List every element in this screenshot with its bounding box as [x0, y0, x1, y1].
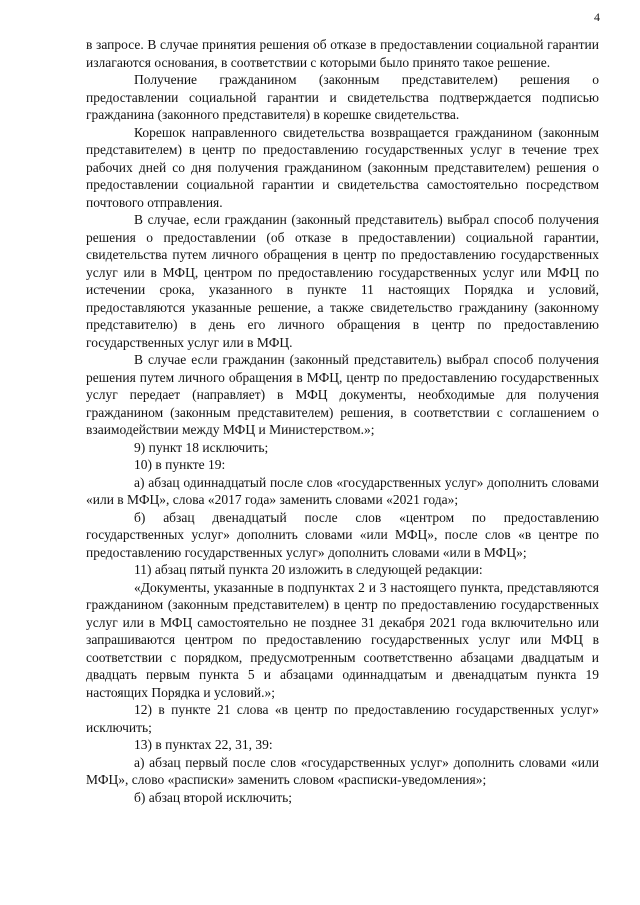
paragraph: В случае, если гражданин (законный представитель) выбрал способ получения решения о предоставлении (об отказе в предоставлении) социальной гарантии, свидетельства путем личного обращения в центр по предоставлению государственных услуг или в МФЦ, центром по предоставлению государственных услуг или МФЦ по истечении срока, указанного в пункте 11 настоящих Порядка и условий, предоставляются указанные решение, а также свидетельство гражданину (законному представителю) в день его личного обращения в центр по предоставлению государственных услуг или в МФЦ. [86, 212, 599, 350]
paragraph: 11) абзац пятый пункта 20 изложить в следующей редакции: [134, 562, 483, 577]
page-number: 4 [594, 10, 600, 24]
paragraph: 9) пункт 18 исключить; [134, 439, 269, 455]
paragraph: б) абзац двенадцатый после слов «центром по предоставлению государственных услуг» дополнить словами «или МФЦ», после слов «в центре по предоставлению государственных услуг» дополнить словами «или в МФЦ»; [86, 509, 599, 560]
paragraph: а) абзац первый после слов «государственных услуг» дополнить словами «или МФЦ», слово «расписки» заменить словом «расписки-уведомления»; [86, 754, 599, 787]
paragraph: 13) в пунктах 22, 31, 39: [134, 737, 273, 752]
paragraph: б) абзац второй исключить; [134, 789, 293, 805]
document-body [86, 36, 599, 806]
paragraph: «Документы, указанные в подпунктах 2 и 3 настоящего пункта, представляются гражданином (законным представителем) в центр по предоставлению государственных услуг или в МФЦ самостоятельно не позднее 31 декабря 2021 года включительно или запрашиваются центром по предоставлению государственных услуг или МФЦ в соответствии с порядком, предусмотренным соответственно абзацами двадцатым и двадцать первым пункта 5 и абзацами одиннадцатым и двенадцатым пункта 19 настоящих Порядка и условий.»; [86, 579, 599, 700]
paragraph: а) абзац одиннадцатый после слов «государственных услуг» дополнить словами «или в МФЦ», слова «2017 года» заменить словами «2021 года»; [86, 474, 599, 507]
paragraph: в запросе. В случае принятия решения об отказе в предоставлении социальной гарантии излагаются основания, в соответствии с которыми было принято такое решение. [86, 37, 599, 70]
paragraph: Корешок направленного свидетельства возвращается гражданином (законным представителем) в центр по предоставлению государственных услуг в течение трех рабочих дней со дня получения гражданином (законным представителем) решения о предоставлении социальной гарантии и свидетельства самостоятельно посредством почтового отправления. [86, 124, 599, 210]
paragraph: В случае если гражданин (законный представитель) выбрал способ получения решения путем личного обращения в МФЦ, центр по предоставлению государственных услуг передает (направляет) в МФЦ документы, необходимые для получения гражданином (законным представителем) решения, в соответствии с соглашением о взаимодействии между МФЦ и Министерством.»; [86, 352, 599, 437]
paragraph: 10) в пункте 19: [134, 457, 226, 472]
paragraph: Получение гражданином (законным представителем) решения о предоставлении социальной гарантии и свидетельства подтверждается подписью гражданина (законного представителя) в корешке свидетельства. [86, 72, 599, 122]
paragraph: 12) в пункте 21 слова «в центр по предоставлению государственных услуг» исключить; [86, 702, 599, 735]
